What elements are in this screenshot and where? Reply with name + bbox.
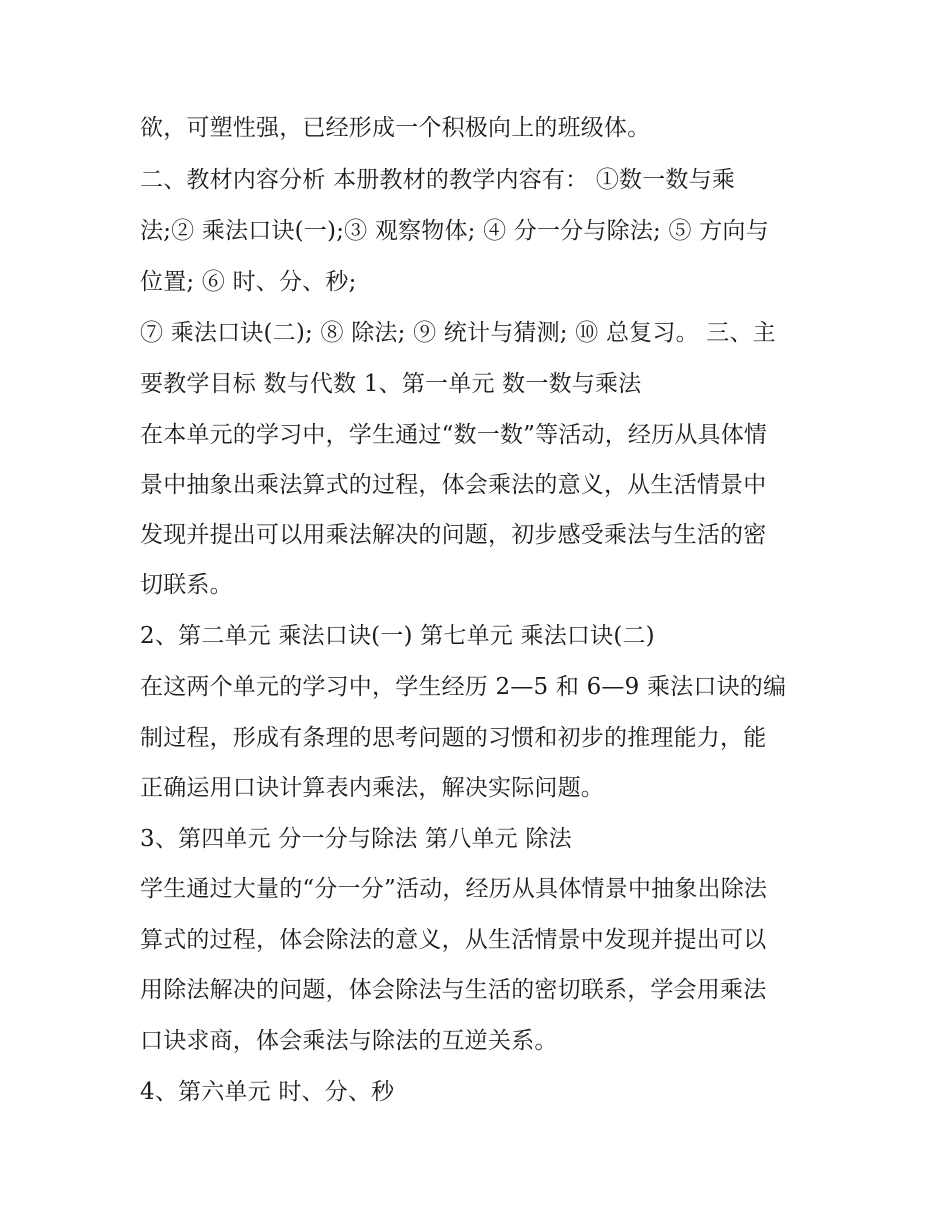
- text-line: 学生通过大量的“分一分”活动，经历从具体情景中抽象出除法: [140, 876, 768, 902]
- text-line: 切联系。: [140, 572, 233, 598]
- text-line: 欲，可塑性强，已经形成一个积极向上的班级体。: [140, 115, 651, 141]
- text-line: ⑦ 乘法口诀(二); ⑧ 除法; ⑨ 统计与猜测; ⑩ 总复习。 三、主: [140, 320, 776, 346]
- text-line: 正确运用口诀计算表内乘法，解决实际问题。: [140, 775, 604, 801]
- text-line: 2、第二单元 乘法口诀(一) 第七单元 乘法口诀(二): [140, 623, 655, 649]
- text-line: 制过程，形成有条理的思考问题的习惯和初步的推理能力，能: [140, 725, 767, 751]
- text-line: 在这两个单元的学习中，学生经历 2—5 和 6—9 乘法口诀的编: [140, 674, 787, 700]
- text-line: 要教学目标 数与代数 1、第一单元 数一数与乘法: [140, 371, 642, 397]
- text-line: 发现并提出可以用乘法解决的问题，初步感受乘法与生活的密: [140, 522, 767, 548]
- text-line: 景中抽象出乘法算式的过程，体会乘法的意义，从生活情景中: [140, 472, 767, 498]
- text-line: 用除法解决的问题，体会除法与生活的密切联系，学会用乘法: [140, 977, 767, 1003]
- text-line: 口诀求商，体会乘法与除法的互逆关系。: [140, 1028, 558, 1054]
- text-line: 4、第六单元 时、分、秒: [140, 1079, 395, 1105]
- text-line: 二、教材内容分析 本册教材的教学内容有： ①数一数与乘: [140, 167, 736, 193]
- text-line: 法;② 乘法口诀(一);③ 观察物体; ④ 分一分与除法; ⑤ 方向与: [140, 218, 769, 244]
- text-line: 位置; ⑥ 时、分、秒;: [140, 269, 357, 295]
- text-line: 算式的过程，体会除法的意义，从生活情景中发现并提出可以: [140, 927, 767, 953]
- text-line: 3、第四单元 分一分与除法 第八单元 除法: [140, 826, 572, 852]
- text-line: 在本单元的学习中，学生通过“数一数”等活动，经历从具体情: [140, 422, 768, 448]
